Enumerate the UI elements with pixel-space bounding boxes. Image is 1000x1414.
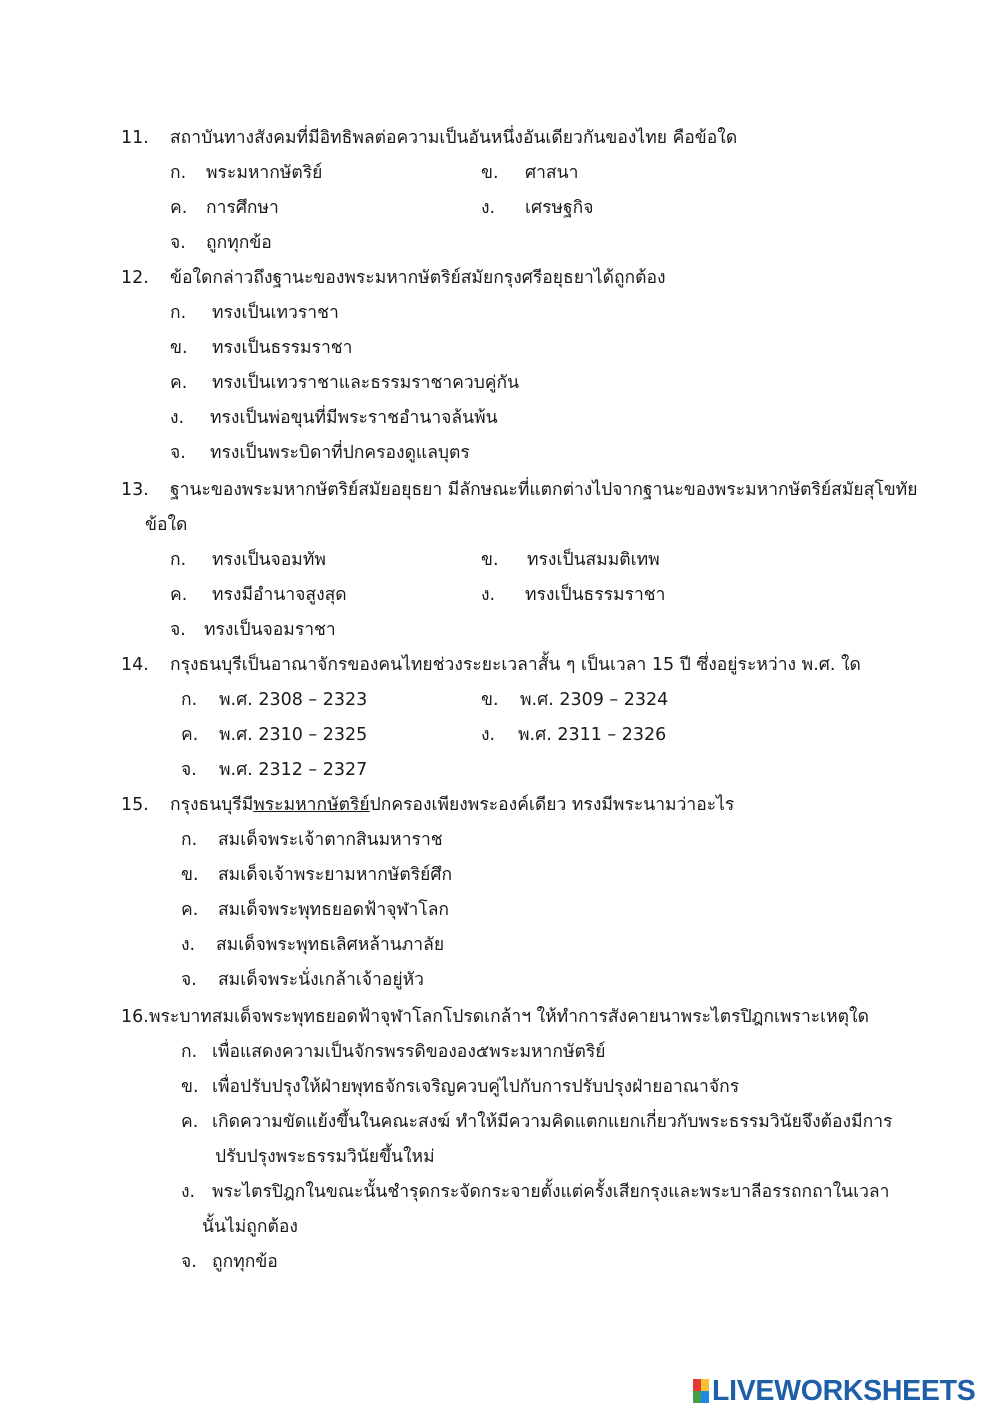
option-text[interactable]: เพื่อปรับปรุงให้ฝ่ายพุทธจักรเจริญควบคู่ไปกับการปรับปรุงฝ่ายอาณาจักร — [212, 1077, 740, 1097]
option-label[interactable]: ก. — [181, 830, 198, 850]
question-number: 16. — [121, 1007, 149, 1027]
option-label[interactable]: ค. — [181, 725, 199, 745]
option-text[interactable]: ทรงเป็นจอมราชา — [204, 620, 336, 640]
option-label[interactable]: ค. — [170, 585, 188, 605]
option-text[interactable]: เกิดความขัดแย้งขึ้นในคณะสงฆ์ ทำให้มีความคิดแตกแยกเกี่ยวกับพระธรรมวินัยจึงต้องมีการ — [212, 1112, 893, 1132]
question-text: สถาบันทางสังคมที่มีอิทธิพลต่อความเป็นอันหนึ่งอันเดียวกันของไทย คือข้อใด — [170, 128, 738, 148]
liveworksheets-logo[interactable] — [693, 1373, 975, 1409]
option-text[interactable]: ทรงเป็นธรรมราชา — [212, 338, 353, 358]
option-text[interactable]: เศรษฐกิจ — [525, 198, 594, 218]
question-number: 12. — [121, 268, 149, 288]
option-label[interactable]: จ. — [170, 233, 186, 253]
option-text[interactable]: ทรงมีอำนาจสูงสุด — [212, 585, 347, 605]
logo-square-blue — [701, 1391, 709, 1403]
question-text: ข้อใดกล่าวถึงฐานะของพระมหากษัตริย์สมัยกรุงศรีอยุธยาได้ถูกต้อง — [170, 268, 666, 288]
option-text[interactable]: พ.ศ. 2308 – 2323 — [219, 690, 368, 710]
question-text-after: ปกครองเพียงพระองค์เดียว ทรงมีพระนามว่าอะไร — [369, 795, 735, 815]
option-label[interactable]: ข. — [170, 338, 188, 358]
option-text[interactable]: พ.ศ. 2309 – 2324 — [520, 690, 669, 710]
option-label[interactable]: ง. — [181, 935, 196, 955]
option-label[interactable]: ข. — [481, 163, 499, 183]
option-label[interactable]: ก. — [170, 550, 187, 570]
question-text-underlined: พระมหากษัตริย์ — [253, 795, 370, 815]
option-text[interactable]: ทรงเป็นพ่อขุนที่มีพระราชอำนาจล้นพ้น — [210, 408, 498, 428]
option-label[interactable]: ง. — [481, 198, 496, 218]
logo-square-red — [693, 1379, 701, 1391]
option-text[interactable]: เพื่อแสดงความเป็นจักรพรรดิขององ๕พระมหากษัตริย์ — [212, 1042, 606, 1062]
liveworksheets-mark-icon — [693, 1379, 709, 1403]
option-text[interactable]: สมเด็จพระพุทธเลิศหล้านภาลัย — [216, 935, 445, 955]
option-text-continued[interactable]: นั้นไม่ถูกต้อง — [202, 1217, 298, 1237]
option-text[interactable]: สมเด็จพระนั่งเกล้าเจ้าอยู่หัว — [218, 970, 424, 990]
logo-text: LIVEWORKSHEETS — [712, 1374, 976, 1407]
option-text[interactable]: ทรงเป็นเทวราชาและธรรมราชาควบคู่กัน — [212, 373, 520, 393]
option-text[interactable]: ทรงเป็นธรรมราชา — [525, 585, 666, 605]
option-text[interactable]: พระมหากษัตริย์ — [206, 163, 323, 183]
option-label[interactable]: ค. — [181, 1112, 199, 1132]
question-number: 15. — [121, 795, 149, 815]
option-text[interactable]: พระไตรปิฎกในขณะนั้นชำรุดกระจัดกระจายตั้งแต่ครั้งเสียกรุงและพระบาลีอรรถกถาในเวลา — [212, 1182, 890, 1202]
question-text: กรุงธนบุรีเป็นอาณาจักรของคนไทยช่วงระยะเวลาสั้น ๆ เป็นเวลา 15 ปี ซึ่งอยู่ระหว่าง พ.ศ. ใด — [170, 655, 861, 675]
question-number: 14. — [121, 655, 149, 675]
option-label[interactable]: ข. — [181, 1077, 199, 1097]
question-text: พระบาทสมเด็จพระพุทธยอดฟ้าจุฬาโลกโปรดเกล้าฯ ให้ทำการสังคายนาพระไตรปิฎกเพราะเหตุใด — [149, 1007, 869, 1027]
option-text[interactable]: สมเด็จพระเจ้าตากสินมหาราช — [218, 830, 443, 850]
option-label[interactable]: ข. — [481, 690, 499, 710]
option-label[interactable]: ง. — [170, 408, 185, 428]
option-text-continued[interactable]: ปรับปรุงพระธรรมวินัยขึ้นใหม่ — [215, 1147, 435, 1167]
option-text[interactable]: พ.ศ. 2311 – 2326 — [518, 725, 667, 745]
question-text: ฐานะของพระมหากษัตริย์สมัยอยุธยา มีลักษณะที่แตกต่างไปจากฐานะของพระมหากษัตริย์สมัยสุโขทัย — [170, 480, 918, 500]
option-label[interactable]: ค. — [170, 198, 188, 218]
option-label[interactable]: จ. — [170, 620, 186, 640]
option-label[interactable]: จ. — [170, 443, 186, 463]
option-text[interactable]: ทรงเป็นเทวราชา — [212, 303, 339, 323]
option-text[interactable]: ศาสนา — [525, 163, 579, 183]
option-label[interactable]: ง. — [181, 1182, 196, 1202]
option-label[interactable]: ง. — [481, 585, 496, 605]
option-label[interactable]: จ. — [181, 970, 197, 990]
option-text[interactable]: ถูกทุกข้อ — [206, 233, 272, 253]
option-text[interactable]: พ.ศ. 2310 – 2325 — [219, 725, 368, 745]
option-text[interactable]: สมเด็จเจ้าพระยามหากษัตริย์ศึก — [218, 865, 453, 885]
option-text[interactable]: ทรงเป็นจอมทัพ — [212, 550, 326, 570]
option-label[interactable]: ค. — [181, 900, 199, 920]
question-number: 11. — [121, 128, 149, 148]
logo-square-green — [693, 1391, 701, 1403]
logo-square-yellow — [701, 1379, 709, 1391]
option-label[interactable]: ข. — [481, 550, 499, 570]
option-label[interactable]: ก. — [170, 163, 187, 183]
option-label[interactable]: ง. — [481, 725, 496, 745]
option-label[interactable]: ก. — [181, 690, 198, 710]
option-text[interactable]: ถูกทุกข้อ — [212, 1252, 278, 1272]
option-text[interactable]: การศึกษา — [206, 198, 279, 218]
question-text-before: กรุงธนบุรีมี — [170, 795, 254, 815]
option-label[interactable]: จ. — [181, 760, 197, 780]
question-text — [170, 793, 734, 817]
option-label[interactable]: ข. — [181, 865, 199, 885]
option-text[interactable]: สมเด็จพระพุทธยอดฟ้าจุฬาโลก — [218, 900, 450, 920]
option-label[interactable]: ค. — [170, 373, 188, 393]
option-label[interactable]: ก. — [181, 1042, 198, 1062]
question-number: 13. — [121, 480, 149, 500]
option-text[interactable]: ทรงเป็นพระบิดาที่ปกครองดูแลบุตร — [210, 443, 470, 463]
option-text[interactable]: พ.ศ. 2312 – 2327 — [219, 760, 368, 780]
option-text[interactable]: ทรงเป็นสมมติเทพ — [527, 550, 660, 570]
option-label[interactable]: จ. — [181, 1252, 197, 1272]
question-text-continued: ข้อใด — [145, 515, 188, 535]
option-label[interactable]: ก. — [170, 303, 187, 323]
